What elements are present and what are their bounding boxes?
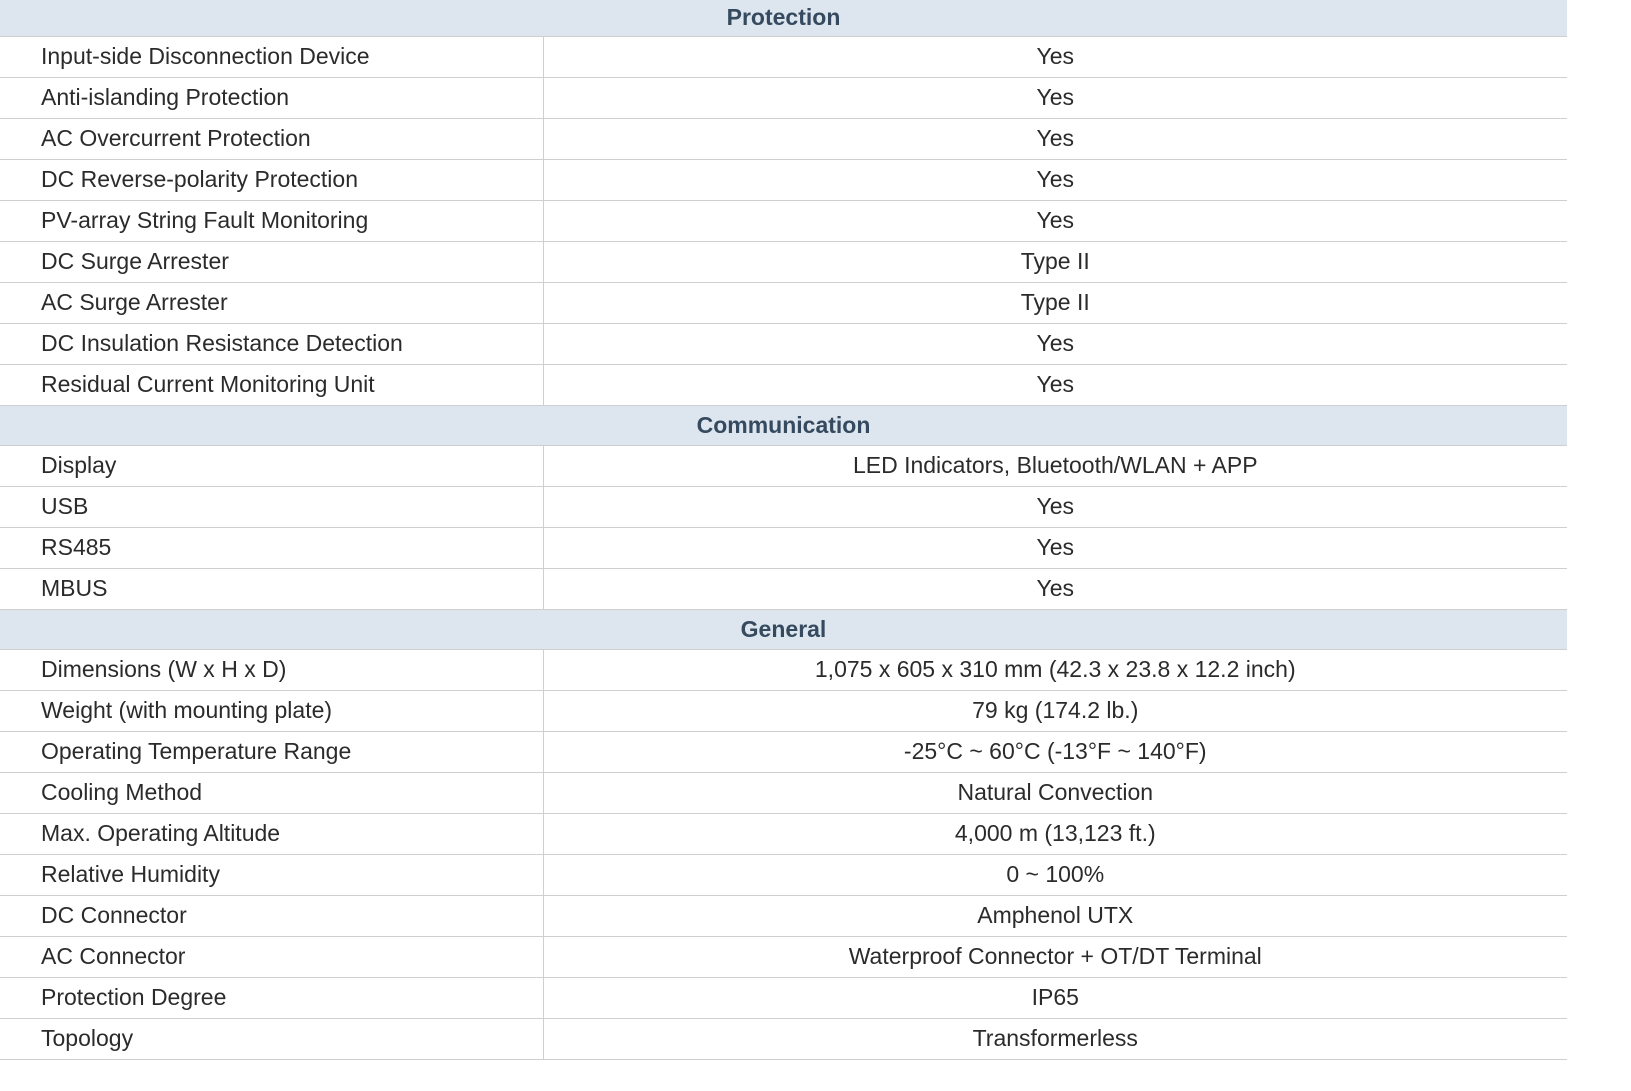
row-label: Operating Temperature Range <box>0 731 543 772</box>
section-header-protection <box>0 0 1567 36</box>
row-value: Yes <box>543 77 1567 118</box>
table-row <box>0 200 1567 241</box>
row-label: Weight (with mounting plate) <box>0 690 543 731</box>
row-label: MBUS <box>0 568 543 609</box>
table-row <box>0 854 1567 895</box>
table-row <box>0 241 1567 282</box>
row-value: -25°C ~ 60°C (-13°F ~ 140°F) <box>543 731 1567 772</box>
row-value: Yes <box>543 200 1567 241</box>
section-header-communication <box>0 405 1567 445</box>
row-value: IP65 <box>543 977 1567 1018</box>
row-label: Topology <box>0 1018 543 1059</box>
table-row <box>0 118 1567 159</box>
row-label: Residual Current Monitoring Unit <box>0 364 543 405</box>
table-row <box>0 568 1567 609</box>
row-value: 4,000 m (13,123 ft.) <box>543 813 1567 854</box>
row-label: DC Connector <box>0 895 543 936</box>
table-row <box>0 445 1567 486</box>
row-value: Natural Convection <box>543 772 1567 813</box>
section-title: Protection <box>0 0 1567 36</box>
table-row <box>0 649 1567 690</box>
table-row <box>0 936 1567 977</box>
row-label: PV-array String Fault Monitoring <box>0 200 543 241</box>
row-label: Cooling Method <box>0 772 543 813</box>
row-label: DC Reverse-polarity Protection <box>0 159 543 200</box>
table-row <box>0 486 1567 527</box>
table-row <box>0 159 1567 200</box>
row-value: 0 ~ 100% <box>543 854 1567 895</box>
table-row <box>0 731 1567 772</box>
row-value: 1,075 x 605 x 310 mm (42.3 x 23.8 x 12.2 inch) <box>543 649 1567 690</box>
row-label: Max. Operating Altitude <box>0 813 543 854</box>
table-row <box>0 36 1567 77</box>
row-value: Type II <box>543 241 1567 282</box>
table-row <box>0 527 1567 568</box>
section-header-general <box>0 609 1567 649</box>
row-label: Display <box>0 445 543 486</box>
row-value: Waterproof Connector + OT/DT Terminal <box>543 936 1567 977</box>
table-row <box>0 977 1567 1018</box>
row-label: AC Overcurrent Protection <box>0 118 543 159</box>
table-row <box>0 323 1567 364</box>
row-label: AC Connector <box>0 936 543 977</box>
row-value: Yes <box>543 118 1567 159</box>
table-row <box>0 364 1567 405</box>
table-row <box>0 772 1567 813</box>
row-value: Yes <box>543 364 1567 405</box>
section-title: Communication <box>0 405 1567 445</box>
row-label: DC Surge Arrester <box>0 241 543 282</box>
row-label: RS485 <box>0 527 543 568</box>
row-label: Anti-islanding Protection <box>0 77 543 118</box>
row-label: Input-side Disconnection Device <box>0 36 543 77</box>
row-label: AC Surge Arrester <box>0 282 543 323</box>
table-row <box>0 1018 1567 1059</box>
row-value: Yes <box>543 527 1567 568</box>
table-row <box>0 690 1567 731</box>
row-value: Yes <box>543 323 1567 364</box>
table-row <box>0 282 1567 323</box>
table-row <box>0 813 1567 854</box>
table-row <box>0 77 1567 118</box>
row-label: Dimensions (W x H x D) <box>0 649 543 690</box>
row-label: DC Insulation Resistance Detection <box>0 323 543 364</box>
row-value: Yes <box>543 568 1567 609</box>
row-value: 79 kg (174.2 lb.) <box>543 690 1567 731</box>
row-value: Transformerless <box>543 1018 1567 1059</box>
row-label: Relative Humidity <box>0 854 543 895</box>
row-label: USB <box>0 486 543 527</box>
table-row <box>0 895 1567 936</box>
row-value: Yes <box>543 36 1567 77</box>
row-value: LED Indicators, Bluetooth/WLAN + APP <box>543 445 1567 486</box>
row-value: Yes <box>543 486 1567 527</box>
row-label: Protection Degree <box>0 977 543 1018</box>
row-value: Type II <box>543 282 1567 323</box>
section-title: General <box>0 609 1567 649</box>
row-value: Yes <box>543 159 1567 200</box>
row-value: Amphenol UTX <box>543 895 1567 936</box>
